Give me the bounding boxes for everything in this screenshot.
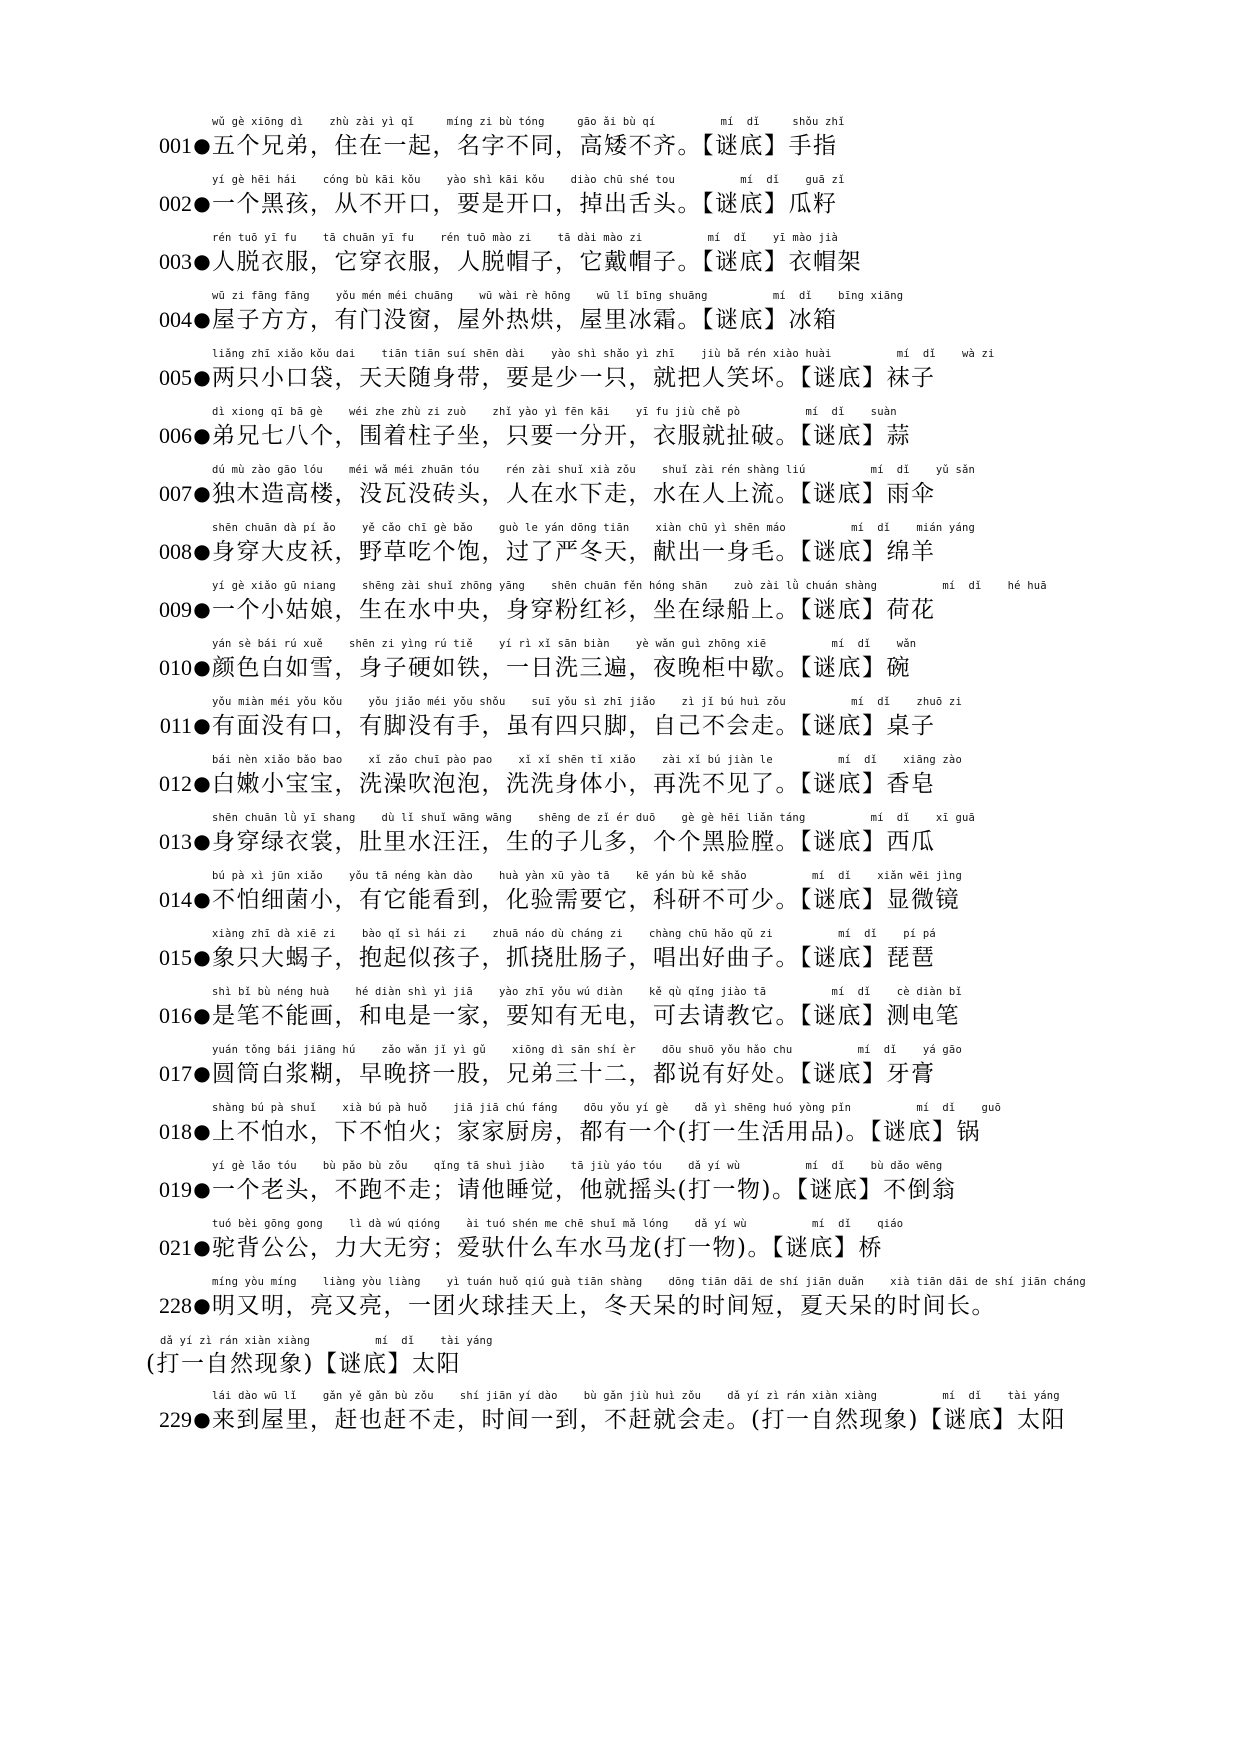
riddle-number: 229 — [159, 1407, 192, 1432]
riddle-text: 有面没有口，有脚没有手，虽有四只脚，自己不会走。【谜底】桌子 — [212, 713, 936, 739]
bullet-icon: ● — [193, 1293, 211, 1317]
bullet-icon: ● — [193, 887, 211, 911]
riddle-text: 驼背公公，力大无穷；爱驮什么车水马龙(打一物)。【谜底】桥 — [212, 1235, 883, 1261]
bullet-icon: ● — [193, 133, 211, 157]
riddle-number: 015 — [159, 945, 192, 970]
riddle-text: 圆筒白浆糊，早晚挤一股，兄弟三十二，都说有好处。【谜底】牙膏 — [212, 1061, 936, 1087]
bullet-icon: ● — [193, 191, 211, 215]
riddle-number: 002 — [159, 191, 192, 216]
riddle-number: 018 — [159, 1119, 192, 1144]
pinyin-annotation: tuó bèi gōng gong lì dà wú qióng ài tuó shén me chē shuǐ mǎ lóng dǎ yí wù mí dǐ qiáo — [212, 1218, 904, 1230]
riddle-text: 一个小姑娘，生在水中央，身穿粉红衫，坐在绿船上。【谜底】荷花 — [212, 597, 936, 623]
riddle-text: 五个兄弟，住在一起，名字不同，高矮不齐。【谜底】手指 — [212, 133, 838, 159]
riddle-number: 009 — [159, 597, 192, 622]
pinyin-annotation: míng yòu míng liàng yòu liàng yì tuán huǒ qiú guà tiān shàng dōng tiān dāi de shí jiān duǎn xià tiān dāi de shí jiān cháng — [212, 1276, 1086, 1288]
pinyin-annotation: xiàng zhī dà xiē zi bào qǐ sì hái zi zhuā náo dù cháng zi chàng chū hǎo qǔ zi mí dǐ pí pá — [212, 928, 936, 940]
bullet-icon: ● — [193, 1177, 211, 1201]
riddle-number: 003 — [159, 249, 192, 274]
bullet-icon: ● — [193, 365, 211, 389]
pinyin-annotation: dú mù zào gāo lóu méi wǎ méi zhuān tóu rén zài shuǐ xià zǒu shuǐ zài rén shàng liú mí dǐ yǔ sǎn — [212, 464, 976, 476]
riddle-number: 016 — [159, 1003, 192, 1028]
pinyin-annotation: shàng bú pà shuǐ xià bú pà huǒ jiā jiā chú fáng dōu yǒu yí gè dǎ yì shēng huó yòng pǐn mí dǐ guō — [212, 1102, 1002, 1114]
riddle-text: 象只大蝎子，抱起似孩子，抓挠肚肠子，唱出好曲子。【谜底】琵琶 — [212, 945, 936, 971]
riddle-number: 004 — [159, 307, 192, 332]
riddle-number: 228 — [159, 1293, 192, 1318]
bullet-icon: ● — [193, 423, 211, 447]
pinyin-annotation: bú pà xì jūn xiǎo yǒu tā néng kàn dào huà yàn xū yào tā kē yán bù kě shǎo mí dǐ xiǎn wēi jìng — [212, 870, 962, 882]
riddle-text: (打一自然现象)【谜底】太阳 — [146, 1351, 461, 1377]
riddle-text: 明又明，亮又亮，一团火球挂天上，冬天呆的时间短，夏天呆的时间长。 — [212, 1293, 996, 1319]
riddle-text: 屋子方方，有门没窗，屋外热烘，屋里冰霜。【谜底】冰箱 — [212, 307, 838, 333]
pinyin-annotation: shì bǐ bù néng huà hé diàn shì yì jiā yào zhī yǒu wú diàn kě qù qǐng jiào tā mí dǐ cè diàn bǐ — [212, 986, 962, 998]
riddle-text: 颜色白如雪，身子硬如铁，一日洗三遍，夜晚柜中歇。【谜底】碗 — [212, 655, 911, 681]
riddle-number: 007 — [159, 481, 192, 506]
pinyin-annotation: rén tuō yī fu tā chuān yī fu rén tuō mào zi tā dài mào zi mí dǐ yī mào jià — [212, 232, 839, 244]
pinyin-annotation: shēn chuān dà pí ǎo yě cǎo chī gè bǎo guò le yán dōng tiān xiàn chū yì shēn máo mí dǐ mián yáng — [212, 522, 976, 534]
bullet-icon: ● — [193, 1407, 211, 1431]
bullet-icon: ● — [193, 1119, 211, 1143]
riddle-number: 005 — [159, 365, 192, 390]
riddle-text: 白嫩小宝宝，洗澡吹泡泡，洗洗身体小，再洗不见了。【谜底】香皂 — [212, 771, 936, 797]
pinyin-annotation: lái dào wū lǐ gǎn yě gǎn bù zǒu shí jiān yí dào bù gǎn jiù huì zǒu dǎ yí zì rán xiàn xiàng mí dǐ tài yáng — [212, 1390, 1060, 1402]
riddle-number: 006 — [159, 423, 192, 448]
riddle-number: 014 — [159, 887, 192, 912]
bullet-icon: ● — [193, 1003, 211, 1027]
pinyin-annotation: bái nèn xiǎo bǎo bao xǐ zǎo chuī pào pao xǐ xǐ shēn tǐ xiǎo zài xǐ bú jiàn le mí dǐ xiāng zào — [212, 754, 962, 766]
bullet-icon: ● — [193, 945, 211, 969]
bullet-icon: ● — [193, 539, 211, 563]
bullet-icon: ● — [193, 1061, 211, 1085]
riddle-text: 来到屋里，赶也赶不走，时间一到，不赶就会走。(打一自然现象)【谜底】太阳 — [212, 1407, 1066, 1433]
pinyin-annotation: wū zi fāng fāng yǒu mén méi chuāng wū wài rè hōng wū lǐ bīng shuāng mí dǐ bīng xiāng — [212, 290, 904, 302]
riddle-text: 人脱衣服，它穿衣服，人脱帽子，它戴帽子。【谜底】衣帽架 — [212, 249, 862, 275]
riddle-text: 不怕细菌小，有它能看到，化验需要它，科研不可少。【谜底】显微镜 — [212, 887, 960, 913]
riddle-text: 弟兄七八个，围着柱子坐，只要一分开，衣服就扯破。【谜底】蒜 — [212, 423, 911, 449]
riddle-number: 019 — [159, 1177, 192, 1202]
riddle-number: 008 — [159, 539, 192, 564]
riddle-text: 一个黑孩，从不开口，要是开口，掉出舌头。【谜底】瓜籽 — [212, 191, 838, 217]
bullet-icon: ● — [193, 829, 211, 853]
pinyin-annotation: dì xiong qī bā gè wéi zhe zhù zi zuò zhǐ yào yì fēn kāi yī fu jiù chě pò mí dǐ suàn — [212, 406, 897, 418]
pinyin-annotation: yí gè lǎo tóu bù pǎo bù zǒu qǐng tā shuì jiào tā jiù yáo tóu dǎ yí wù mí dǐ bù dǎo wēng — [212, 1160, 943, 1172]
riddle-text: 一个老头，不跑不走；请他睡觉，他就摇头(打一物)。【谜底】不倒翁 — [212, 1177, 957, 1203]
pinyin-annotation: yǒu miàn méi yǒu kǒu yǒu jiǎo méi yǒu shǒu suī yǒu sì zhī jiǎo zì jǐ bú huì zǒu mí dǐ zhuō zi — [212, 696, 962, 708]
pinyin-annotation: dǎ yí zì rán xiàn xiàng mí dǐ tài yáng — [160, 1335, 493, 1347]
riddle-text: 身穿绿衣裳，肚里水汪汪，生的子儿多，个个黑脸膛。【谜底】西瓜 — [212, 829, 936, 855]
bullet-icon: ● — [193, 655, 211, 679]
pinyin-annotation: yí gè xiǎo gū niang shēng zài shuǐ zhōng yāng shēn chuān fěn hóng shān zuò zài lǜ chuán shàng mí dǐ hé huā — [212, 580, 1047, 592]
riddle-number: 001 — [159, 133, 192, 158]
pinyin-annotation: liǎng zhī xiǎo kǒu dai tiān tiān suí shēn dài yào shì shǎo yì zhī jiù bǎ rén xiào huài mí dǐ wà zi — [212, 348, 995, 360]
pinyin-annotation: wǔ gè xiōng dì zhù zài yì qǐ míng zi bù tóng gāo ǎi bù qí mí dǐ shǒu zhǐ — [212, 116, 845, 128]
riddle-number: 021 — [159, 1235, 192, 1260]
bullet-icon: ● — [193, 1235, 211, 1259]
riddle-number: 011 — [159, 713, 192, 738]
bullet-icon: ● — [193, 771, 211, 795]
bullet-icon: ● — [193, 481, 211, 505]
riddle-text: 两只小口袋，天天随身带，要是少一只，就把人笑坏。【谜底】袜子 — [212, 365, 936, 391]
pinyin-annotation: yuán tǒng bái jiāng hú zǎo wǎn jǐ yì gǔ xiōng dì sān shí èr dōu shuō yǒu hǎo chu mí dǐ yá gāo — [212, 1044, 962, 1056]
bullet-icon: ● — [193, 713, 211, 737]
riddle-number: 012 — [159, 771, 192, 796]
riddle-text: 是笔不能画，和电是一家，要知有无电，可去请教它。【谜底】测电笔 — [212, 1003, 960, 1029]
pinyin-annotation: yí gè hēi hái cóng bù kāi kǒu yào shì kāi kǒu diào chū shé tou mí dǐ guā zǐ — [212, 174, 845, 186]
bullet-icon: ● — [193, 597, 211, 621]
bullet-icon: ● — [193, 249, 211, 273]
riddle-text: 身穿大皮袄，野草吃个饱，过了严冬天，献出一身毛。【谜底】绵羊 — [212, 539, 936, 565]
riddle-number: 013 — [159, 829, 192, 854]
riddle-number: 017 — [159, 1061, 192, 1086]
pinyin-annotation: shēn chuān lǜ yī shang dù lǐ shuǐ wāng wāng shēng de zǐ ér duō gè gè hēi liǎn táng mí dǐ xī guā — [212, 812, 976, 824]
bullet-icon: ● — [193, 307, 211, 331]
riddle-text: 独木造高楼，没瓦没砖头，人在水下走，水在人上流。【谜底】雨伞 — [212, 481, 936, 507]
pinyin-annotation: yán sè bái rú xuě shēn zi yìng rú tiě yí rì xǐ sān biàn yè wǎn guì zhōng xiē mí dǐ wǎn — [212, 638, 917, 650]
riddle-number: 010 — [159, 655, 192, 680]
riddle-text: 上不怕水，下不怕火；家家厨房，都有一个(打一生活用品)。【谜底】锅 — [212, 1119, 981, 1145]
